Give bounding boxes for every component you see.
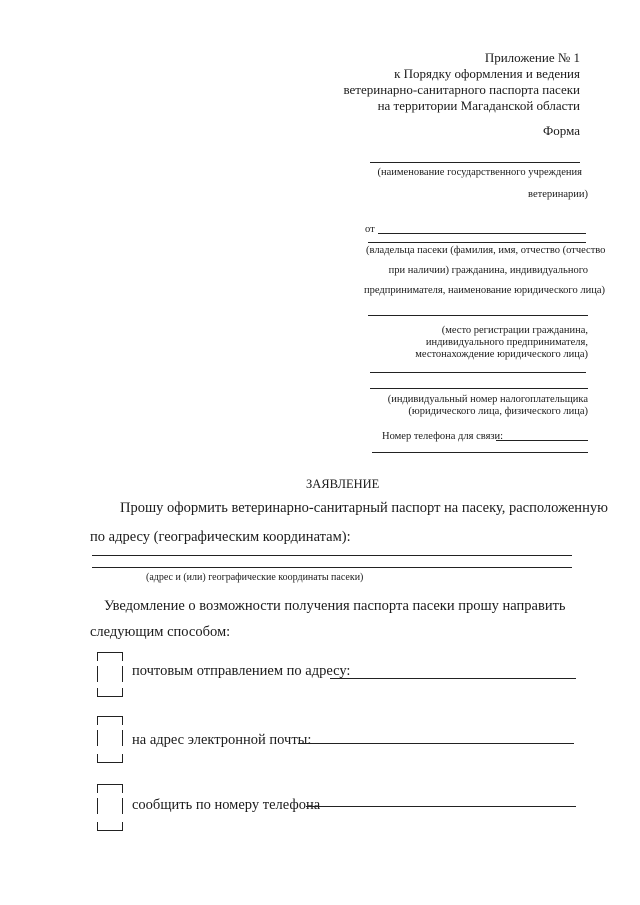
request-text: по адресу (географическим координатам):: [90, 529, 351, 545]
checkbox-postal[interactable]: [97, 652, 123, 661]
owner-caption: предпринимателя, наименование юридического лица): [364, 285, 605, 296]
checkbox-postal-side[interactable]: [97, 666, 123, 682]
checkbox-email-side[interactable]: [97, 730, 123, 746]
phone-number-field[interactable]: [306, 806, 576, 807]
checkbox-email-bottom[interactable]: [97, 754, 123, 763]
registration-field-2[interactable]: [370, 372, 586, 373]
registration-caption: (место регистрации гражданина,: [441, 325, 588, 336]
institution-caption: (наименование государственного учреждения: [377, 167, 582, 178]
institution-caption: ветеринарии): [528, 189, 588, 200]
owner-caption: при наличии) гражданина, индивидуального: [388, 265, 588, 276]
inn-caption: (индивидуальный номер налогоплательщика: [387, 394, 588, 405]
registration-caption: индивидуального предпринимателя,: [425, 337, 588, 348]
owner-caption: (владельца пасеки (фамилия, имя, отчество (отчество: [366, 245, 606, 256]
checkbox-phone[interactable]: [97, 784, 123, 793]
checkbox-email[interactable]: [97, 716, 123, 725]
registration-field[interactable]: [368, 315, 588, 316]
phone-field-2[interactable]: [372, 452, 588, 453]
checkbox-postal-bottom[interactable]: [97, 688, 123, 697]
statement-title: ЗАЯВЛЕНИЕ: [306, 477, 380, 491]
email-field[interactable]: [298, 743, 574, 744]
notice-text: Уведомление о возможности получения паспорта пасеки прошу направить: [104, 598, 566, 614]
request-text: Прошу оформить ветеринарно-санитарный паспорт на пасеку, расположенную: [120, 500, 608, 516]
form-label: Форма: [543, 123, 580, 138]
checkbox-phone-side[interactable]: [97, 798, 123, 814]
option-label: на адрес электронной почты:: [132, 732, 312, 748]
owner-field-2[interactable]: [368, 242, 586, 243]
notice-text: следующим способом:: [90, 624, 231, 640]
institution-field[interactable]: [370, 162, 580, 163]
appendix-ref-line: к Порядку оформления и ведения: [394, 66, 580, 81]
appendix-ref-line: ветеринарно-санитарного паспорта пасеки: [343, 82, 580, 97]
address-field[interactable]: [92, 555, 572, 556]
phone-field[interactable]: [496, 440, 588, 441]
option-label: сообщить по номеру телефона: [132, 797, 321, 813]
from-label: от: [365, 224, 375, 235]
owner-field[interactable]: [378, 233, 586, 234]
registration-caption: местонахождение юридического лица): [415, 349, 588, 360]
postal-address-field[interactable]: [330, 678, 576, 679]
inn-caption: (юридического лица, физического лица): [408, 406, 588, 417]
phone-label: Номер телефона для связи:: [382, 431, 504, 442]
address-field-2[interactable]: [92, 567, 572, 568]
appendix-number: Приложение № 1: [484, 50, 580, 65]
appendix-ref-line: на территории Магаданской области: [377, 98, 580, 113]
address-caption: (адрес и (или) географические координаты пасеки): [146, 572, 364, 583]
checkbox-phone-bottom[interactable]: [97, 822, 123, 831]
option-label: почтовым отправлением по адресу:: [132, 663, 351, 679]
inn-field[interactable]: [370, 388, 588, 389]
